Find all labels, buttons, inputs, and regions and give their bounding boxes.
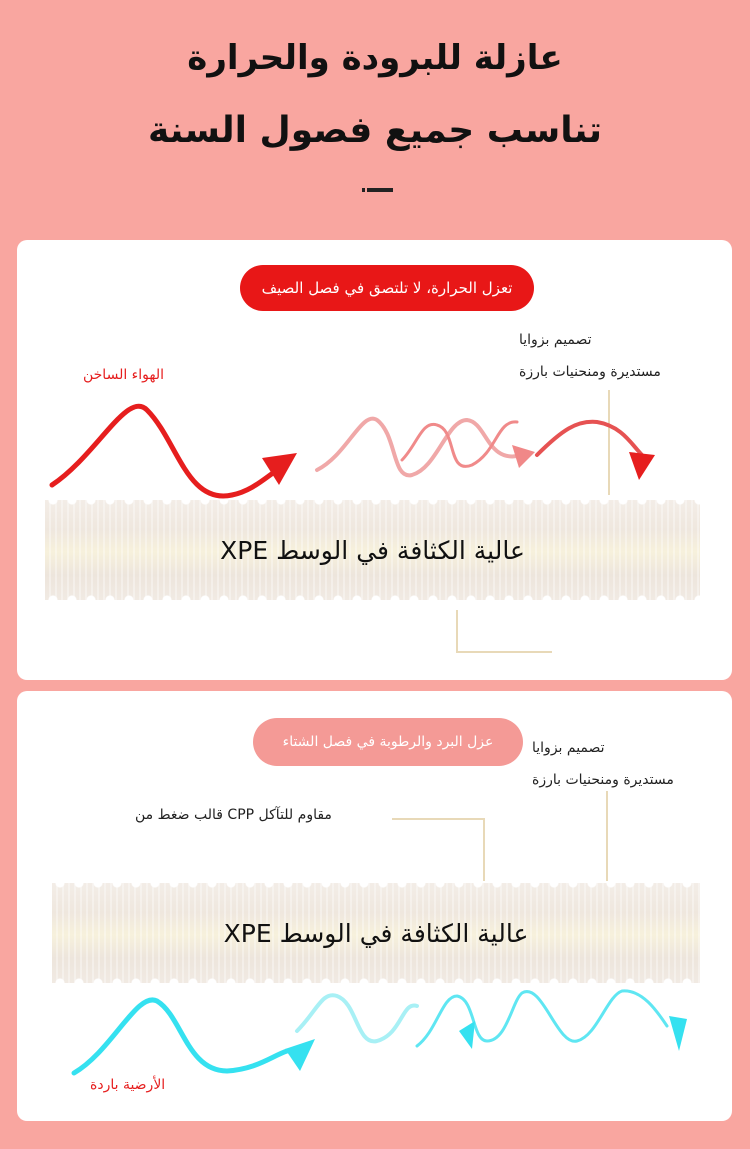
- summer-illustration: [17, 240, 732, 680]
- winter-design-label-1: تصميم بزوايا: [532, 740, 605, 756]
- hot-wave-faded-2: [402, 422, 517, 467]
- cold-wave-faded-1: [297, 995, 417, 1041]
- cpp-note-label: مقاوم للتآكل CPP قالب ضغط من: [135, 807, 332, 823]
- hot-wave-main: [52, 406, 287, 496]
- summer-card: [17, 240, 732, 680]
- winter-card: [17, 691, 732, 1121]
- summer-design-label-2: مستديرة ومنحنيات بارزة: [519, 364, 661, 380]
- title-underline: [367, 188, 393, 192]
- summer-foam-text: عالية الكثافة في الوسط XPE: [220, 535, 525, 565]
- cold-wave-arrow-middle: [459, 1021, 475, 1049]
- cpp-leader-line: [392, 819, 484, 881]
- title-underline-dot: [362, 188, 365, 192]
- headline-insulation: عازلة للبرودة والحرارة: [187, 38, 563, 78]
- summer-foam-layer: [45, 500, 700, 600]
- cold-wave-faded-2: [417, 991, 667, 1046]
- cold-wave-arrow-main: [285, 1039, 315, 1071]
- hot-wave-arrow-right: [629, 452, 655, 480]
- summer-design-label-1: تصميم بزوايا: [519, 332, 592, 348]
- hot-wave-right: [537, 422, 642, 455]
- summer-badge: تعزل الحرارة، لا تلتصق في فصل الصيف: [240, 265, 534, 311]
- winter-design-label-2: مستديرة ومنحنيات بارزة: [532, 772, 674, 788]
- hot-air-label: الهواء الساخن: [83, 367, 164, 383]
- headline-all-seasons: تناسب جميع فصول السنة: [147, 110, 603, 151]
- winter-foam-text: عالية الكثافة في الوسط XPE: [223, 918, 529, 948]
- winter-badge: عزل البرد والرطوبة في فصل الشتاء: [253, 718, 523, 766]
- cold-floor-label: الأرضية باردة: [90, 1077, 166, 1093]
- cold-wave-main: [74, 1000, 287, 1073]
- cold-wave-arrow-right: [669, 1016, 687, 1051]
- summer-bracket-line: [457, 610, 552, 652]
- winter-foam-layer: [52, 883, 700, 983]
- hot-wave-arrow-main: [262, 453, 297, 485]
